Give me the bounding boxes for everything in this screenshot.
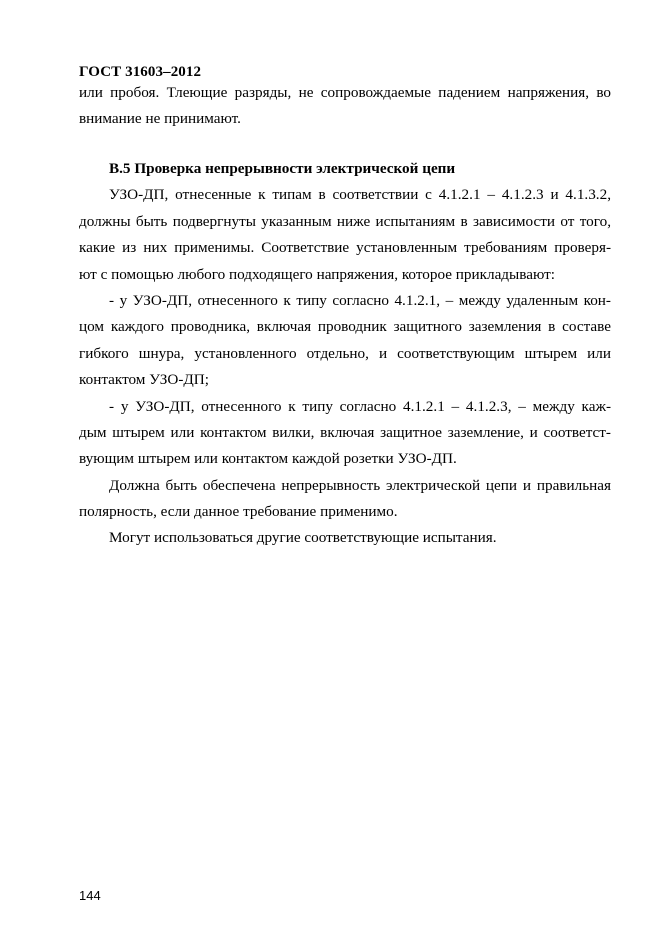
text-line: или пробоя. Тлеющие разряды, не сопровождаемые падением напряжения, во [79,84,611,101]
list-item-line: контактом УЗО-ДП; [79,371,209,389]
list-item-line: - у УЗО-ДП, отнесенного к типу согласно 4.1.2.1 – 4.1.2.3, – между каж- [109,397,611,415]
list-item-line: - у УЗО-ДП, отнесенного к типу согласно 4.1.2.1, – между удаленным кон- [109,291,611,309]
text-line: ют с помощью любого подходящего напряжения, которое прикладывают: [79,265,555,283]
text-line: полярность, если данное требование применимо. [79,503,398,521]
page-number: 144 [79,888,101,903]
text-line: внимание не принимают. [79,110,241,128]
text-line: Должна быть обеспечена непрерывность электрической цепи и правильная [109,476,611,494]
list-item-line: вующим штырем или контактом каждой розетки УЗО-ДП. [79,450,457,468]
text-line: какие из них применимы. Соответствие установленным требованиям проверя- [79,239,611,257]
section-b5 [79,156,611,552]
list-item-line: гибкого шнура, установленного отдельно, и соответствующим штырем или [79,344,611,362]
continuation-paragraph [79,80,611,133]
standard-header: ГОСТ 31603–2012 [79,64,202,80]
section-title: В.5 Проверка непрерывности электрической цепи [109,160,456,177]
text-line: должны быть подвергнуты указанным ниже испытаниям в зависимости от того, [79,212,611,230]
list-item-line: цом каждого проводника, включая проводник защитного заземления в составе [79,318,611,336]
text-line: Могут использоваться другие соответствующие испытания. [109,529,497,547]
list-item-line: дым штырем или контактом вилки, включая защитное заземление, и соответст- [79,423,611,441]
text-line: УЗО-ДП, отнесенные к типам в соответствии с 4.1.2.1 – 4.1.2.3 и 4.1.3.2, [109,186,611,204]
